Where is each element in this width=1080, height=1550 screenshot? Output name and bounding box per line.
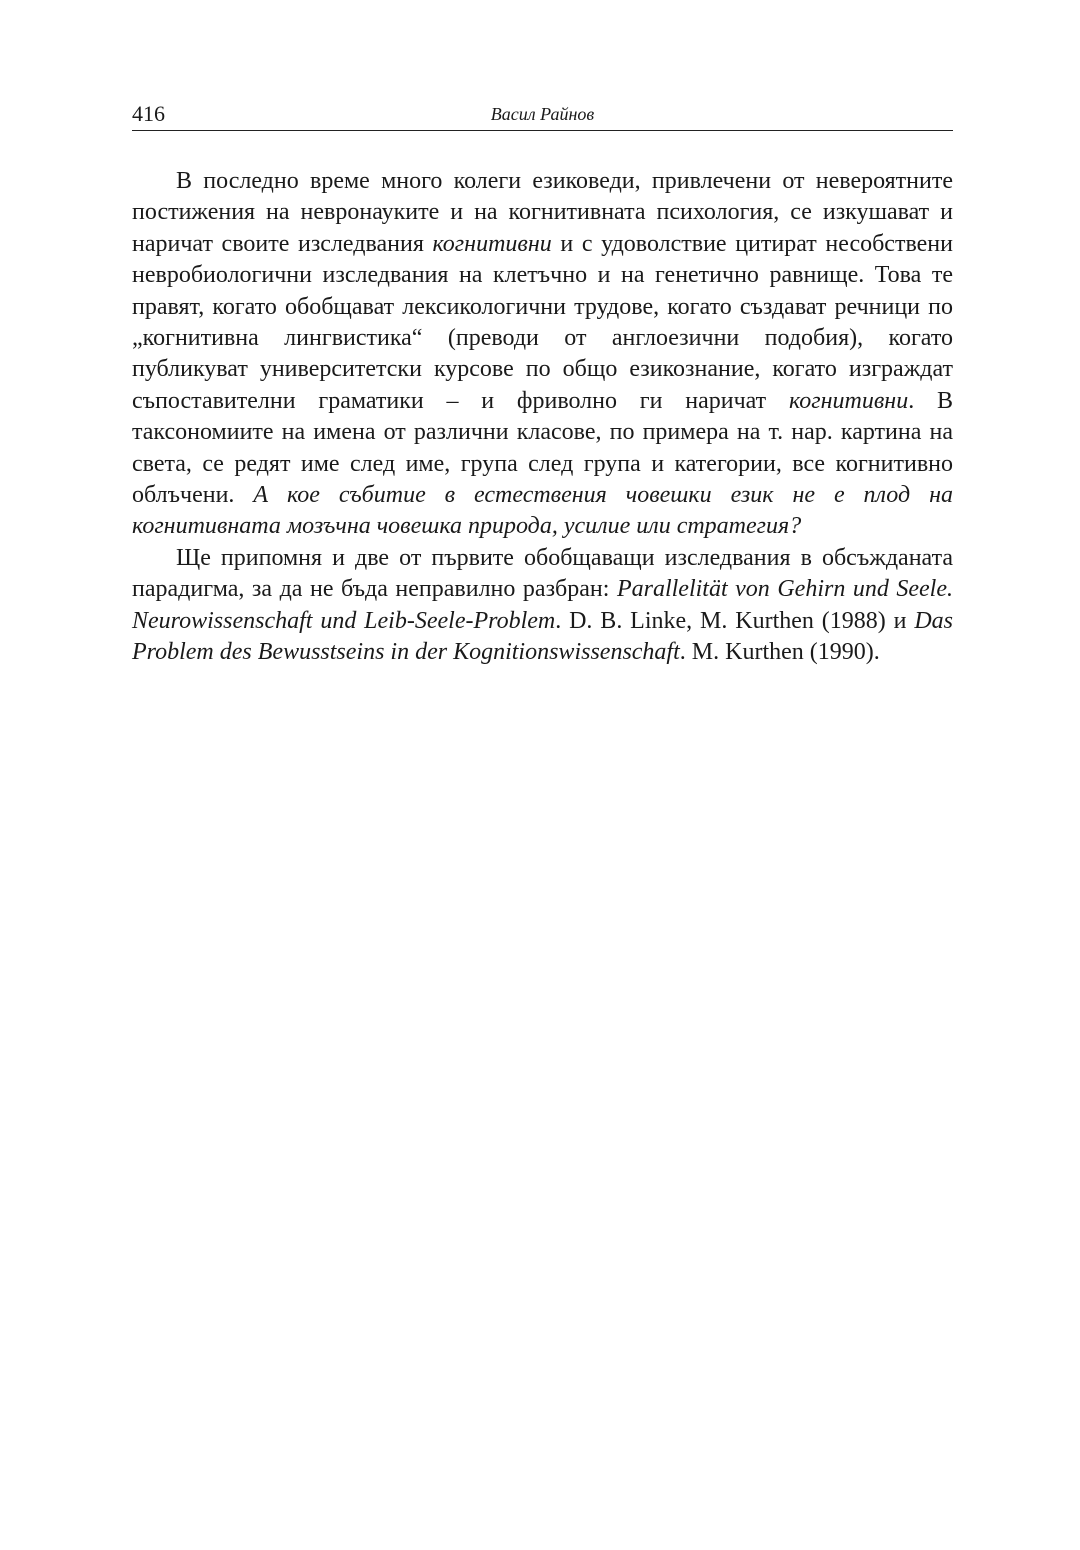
running-title: Васил Райнов [490,104,595,124]
text-segment: В последно време много колеги езиковеди, привлечени от невероятните постижения на невронауките и на когнитивната психология, се изкушават и наричат своите изследвания [132,168,953,257]
text-segment: . D. B. Linke, M. Kurthen (1988) и [555,607,915,634]
text-segment: . M. Kurthen (1990). [679,639,880,666]
paragraph [132,543,953,669]
italic-text-segment: когнитивни [788,387,909,414]
italic-text-segment: Das Problem des Bewusstseins in der Kognitionswissenschaft [132,607,954,666]
text-segment: и с удоволствие цитират несобствени невробиологични изследвания на клетъчно и на генетично равнище. Това те правят, когато обобщават лексикологични трудове, когато създават речници по „когнитивна лингвистика“ (преводи от англоезични подобия), когато публикуват университетски курсове по общо езикознание, когато изграждат съпоставителни граматики – и фриволно ги наричат [132,230,953,414]
text-segment: . В таксономиите на имена от различни класове, по примера на т. нар. картина на света, се редят име след име, група след група и категории, все когнитивно облъчени. [132,387,953,509]
paragraph [132,166,953,543]
italic-text-segment: А кое събитие в естествения човешки език не е плод на когнитивната мозъчна човешка природа, усилие или стратегия? [132,482,953,540]
body-text [132,166,953,669]
running-header [132,100,953,131]
page-number: 416 [132,101,165,126]
italic-text-segment: когнитивни [432,230,552,257]
text-segment: Ще припомня и две от първите обобщаващи изследвания в обсъжданата парадигма, за да не бъда неправилно разбран: [132,544,953,603]
italic-text-segment: Parallelität von Gehirn und Seele. Neurowissenschaft und Leib-Seele-Problem [132,576,954,634]
